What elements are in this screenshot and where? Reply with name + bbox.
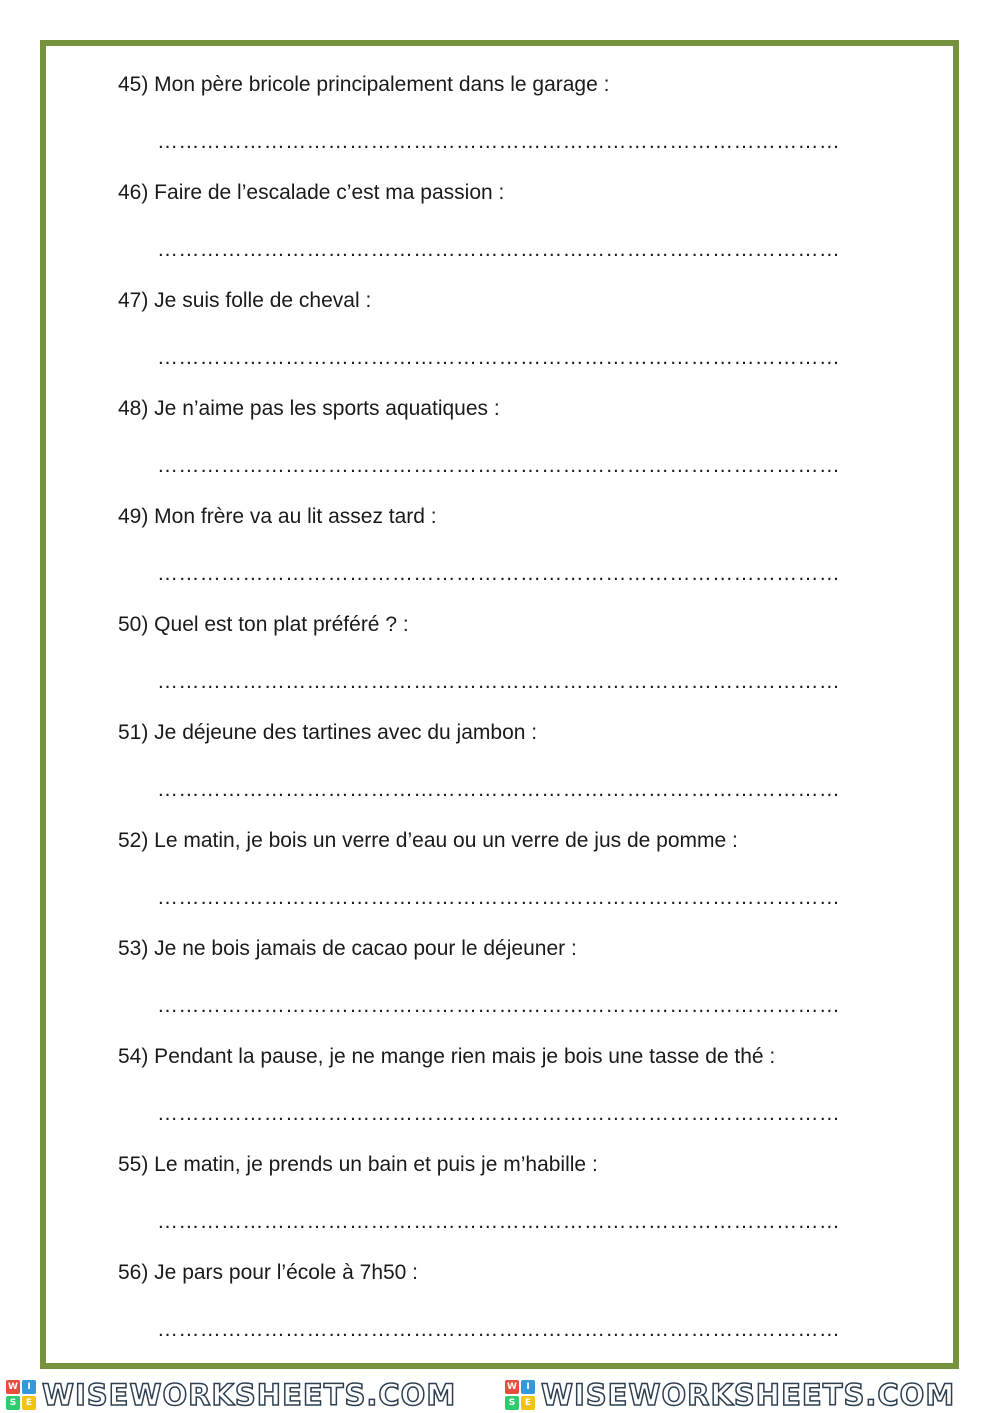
answer-line-54[interactable]: …………………………………………………………………………………… [157,1102,841,1125]
logo-mark-letter: E [521,1396,535,1410]
logo-mark-letter: S [505,1396,519,1410]
answer-line-48[interactable]: …………………………………………………………………………………… [157,454,841,477]
answer-line-45[interactable]: …………………………………………………………………………………… [157,130,841,153]
question-50: 50) Quel est ton plat préféré ? : [118,613,409,636]
question-55: 55) Le matin, je prends un bain et puis je m’habille : [118,1153,598,1176]
logo-mark-icon [6,1380,36,1410]
logo-text: WISEWORKSHEETS.COM [42,1378,457,1412]
answer-line-55[interactable]: …………………………………………………………………………………… [157,1210,841,1233]
question-49: 49) Mon frère va au lit assez tard : [118,505,437,528]
answer-line-49[interactable]: …………………………………………………………………………………… [157,562,841,585]
logo-mark-letter: I [22,1380,36,1394]
logo-text: WISEWORKSHEETS.COM [541,1378,956,1412]
question-51: 51) Je déjeune des tartines avec du jambon : [118,721,538,744]
logo-mark-letter: W [505,1380,519,1394]
question-47: 47) Je suis folle de cheval : [118,289,372,312]
logo-mark-letter: I [521,1380,535,1394]
question-56: 56) Je pars pour l’école à 7h50 : [118,1261,419,1284]
answer-line-50[interactable]: …………………………………………………………………………………… [157,670,841,693]
logo-mark-icon [505,1380,535,1410]
question-46: 46) Faire de l’escalade c’est ma passion : [118,181,505,204]
question-45: 45) Mon père bricole principalement dans le garage : [118,73,610,96]
wiseworksheets-logo[interactable] [6,1378,456,1412]
logo-mark-letter: W [6,1380,20,1394]
question-48: 48) Je n’aime pas les sports aquatiques : [118,397,500,420]
answer-line-47[interactable]: …………………………………………………………………………………… [157,346,841,369]
question-54: 54) Pendant la pause, je ne mange rien mais je bois une tasse de thé : [118,1045,776,1068]
footer-watermark [0,1376,1000,1413]
answer-line-52[interactable]: …………………………………………………………………………………… [157,886,841,909]
logo-mark-letter: S [6,1396,20,1410]
answer-line-53[interactable]: …………………………………………………………………………………… [157,994,841,1017]
answer-line-51[interactable]: …………………………………………………………………………………… [157,778,841,801]
question-52: 52) Le matin, je bois un verre d’eau ou un verre de jus de pomme : [118,829,738,852]
wiseworksheets-logo[interactable] [505,1378,955,1412]
answer-line-46[interactable]: …………………………………………………………………………………… [157,238,841,261]
logo-mark-letter: E [22,1396,36,1410]
answer-line-56[interactable]: …………………………………………………………………………………… [157,1318,841,1341]
question-53: 53) Je ne bois jamais de cacao pour le déjeuner : [118,937,577,960]
